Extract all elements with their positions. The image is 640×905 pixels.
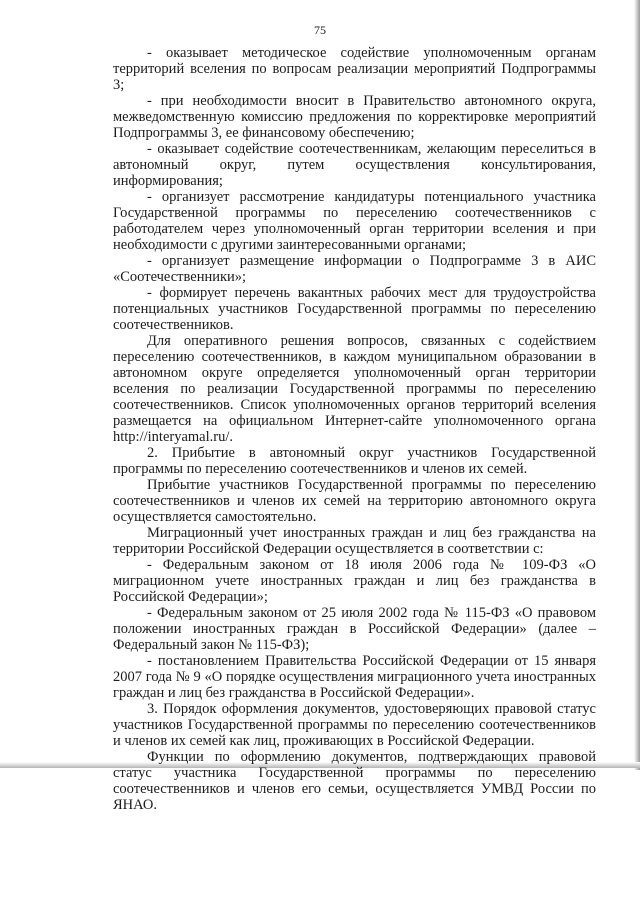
paragraph: - организует размещение информации о Подпрограмме 3 в АИС «Соотечественники»;: [113, 253, 596, 285]
paragraph: - постановлением Правительства Российской Федерации от 15 января 2007 года № 9 «О порядке осуществления миграционного учета иностранных граждан и лиц без гражданства в Российской Федерации».: [113, 653, 596, 701]
scan-shadow-right: [634, 0, 640, 770]
paragraph: - организует рассмотрение кандидатуры потенциального участника Государственной программы по переселению соотечественников с работодателем через уполномоченный орган территории вселения и при необходимости с другими заинтересованными органами;: [113, 189, 596, 253]
paragraph: Прибытие участников Государственной программы по переселению соотечественников и членов их семей на территорию автономного округа осуществляется самостоятельно.: [113, 477, 596, 525]
paragraph: Функции по оформлению документов, подтверждающих правовой статус участника Государственной программы по переселению соотечественников и членов его семьи, осуществляется УМВД России по ЯНАО.: [113, 749, 596, 813]
section-heading: 3. Порядок оформления документов, удостоверяющих правовой статус участников Государственной программы по переселению соотечественников и членов их семей как лиц, проживающих в Российской Федерации.: [113, 701, 596, 749]
paragraph: - при необходимости вносит в Правительство автономного округа, межведомственную комиссию предложения по корректировке мероприятий Подпрограммы 3, ее финансовому обеспечению;: [113, 93, 596, 141]
paragraph: - оказывает содействие соотечественникам, желающим переселиться в автономный округ, путем осуществления консультирования, информирования;: [113, 141, 596, 189]
paragraph: Миграционный учет иностранных граждан и лиц без гражданства на территории Российской Федерации осуществляется в соответствии с:: [113, 525, 596, 557]
paragraph: Для оперативного решения вопросов, связанных с содействием переселению соотечественников, в каждом муниципальном образовании в автономном округе определяется уполномоченный орган территории вселения по реализации Государственной программы по переселению соотечественников. Список уполномоченных органов территорий вселения размещается на официальном Интернет-сайте уполномоченного органа http://interyamal.ru/.: [113, 333, 596, 445]
page-number: 75: [314, 23, 326, 37]
paragraph: - Федеральным законом от 25 июля 2002 года № 115-ФЗ «О правовом положении иностранных граждан в Российской Федерации» (далее – Федеральный закон № 115-ФЗ);: [113, 605, 596, 653]
paragraph: - оказывает методическое содействие уполномоченным органам территорий вселения по вопросам реализации мероприятий Подпрограммы 3;: [113, 45, 596, 93]
paragraph: - формирует перечень вакантных рабочих мест для трудоустройства потенциальных участников Государственной программы по переселению соотечественников.: [113, 285, 596, 333]
section-heading: 2. Прибытие в автономный округ участников Государственной программы по переселению соотечественников и членов их семей.: [113, 445, 596, 477]
paragraph: - Федеральным законом от 18 июля 2006 года № 109-ФЗ «О миграционном учете иностранных граждан и лиц без гражданства в Российской Федерации»;: [113, 557, 596, 605]
document-body: [113, 45, 596, 813]
